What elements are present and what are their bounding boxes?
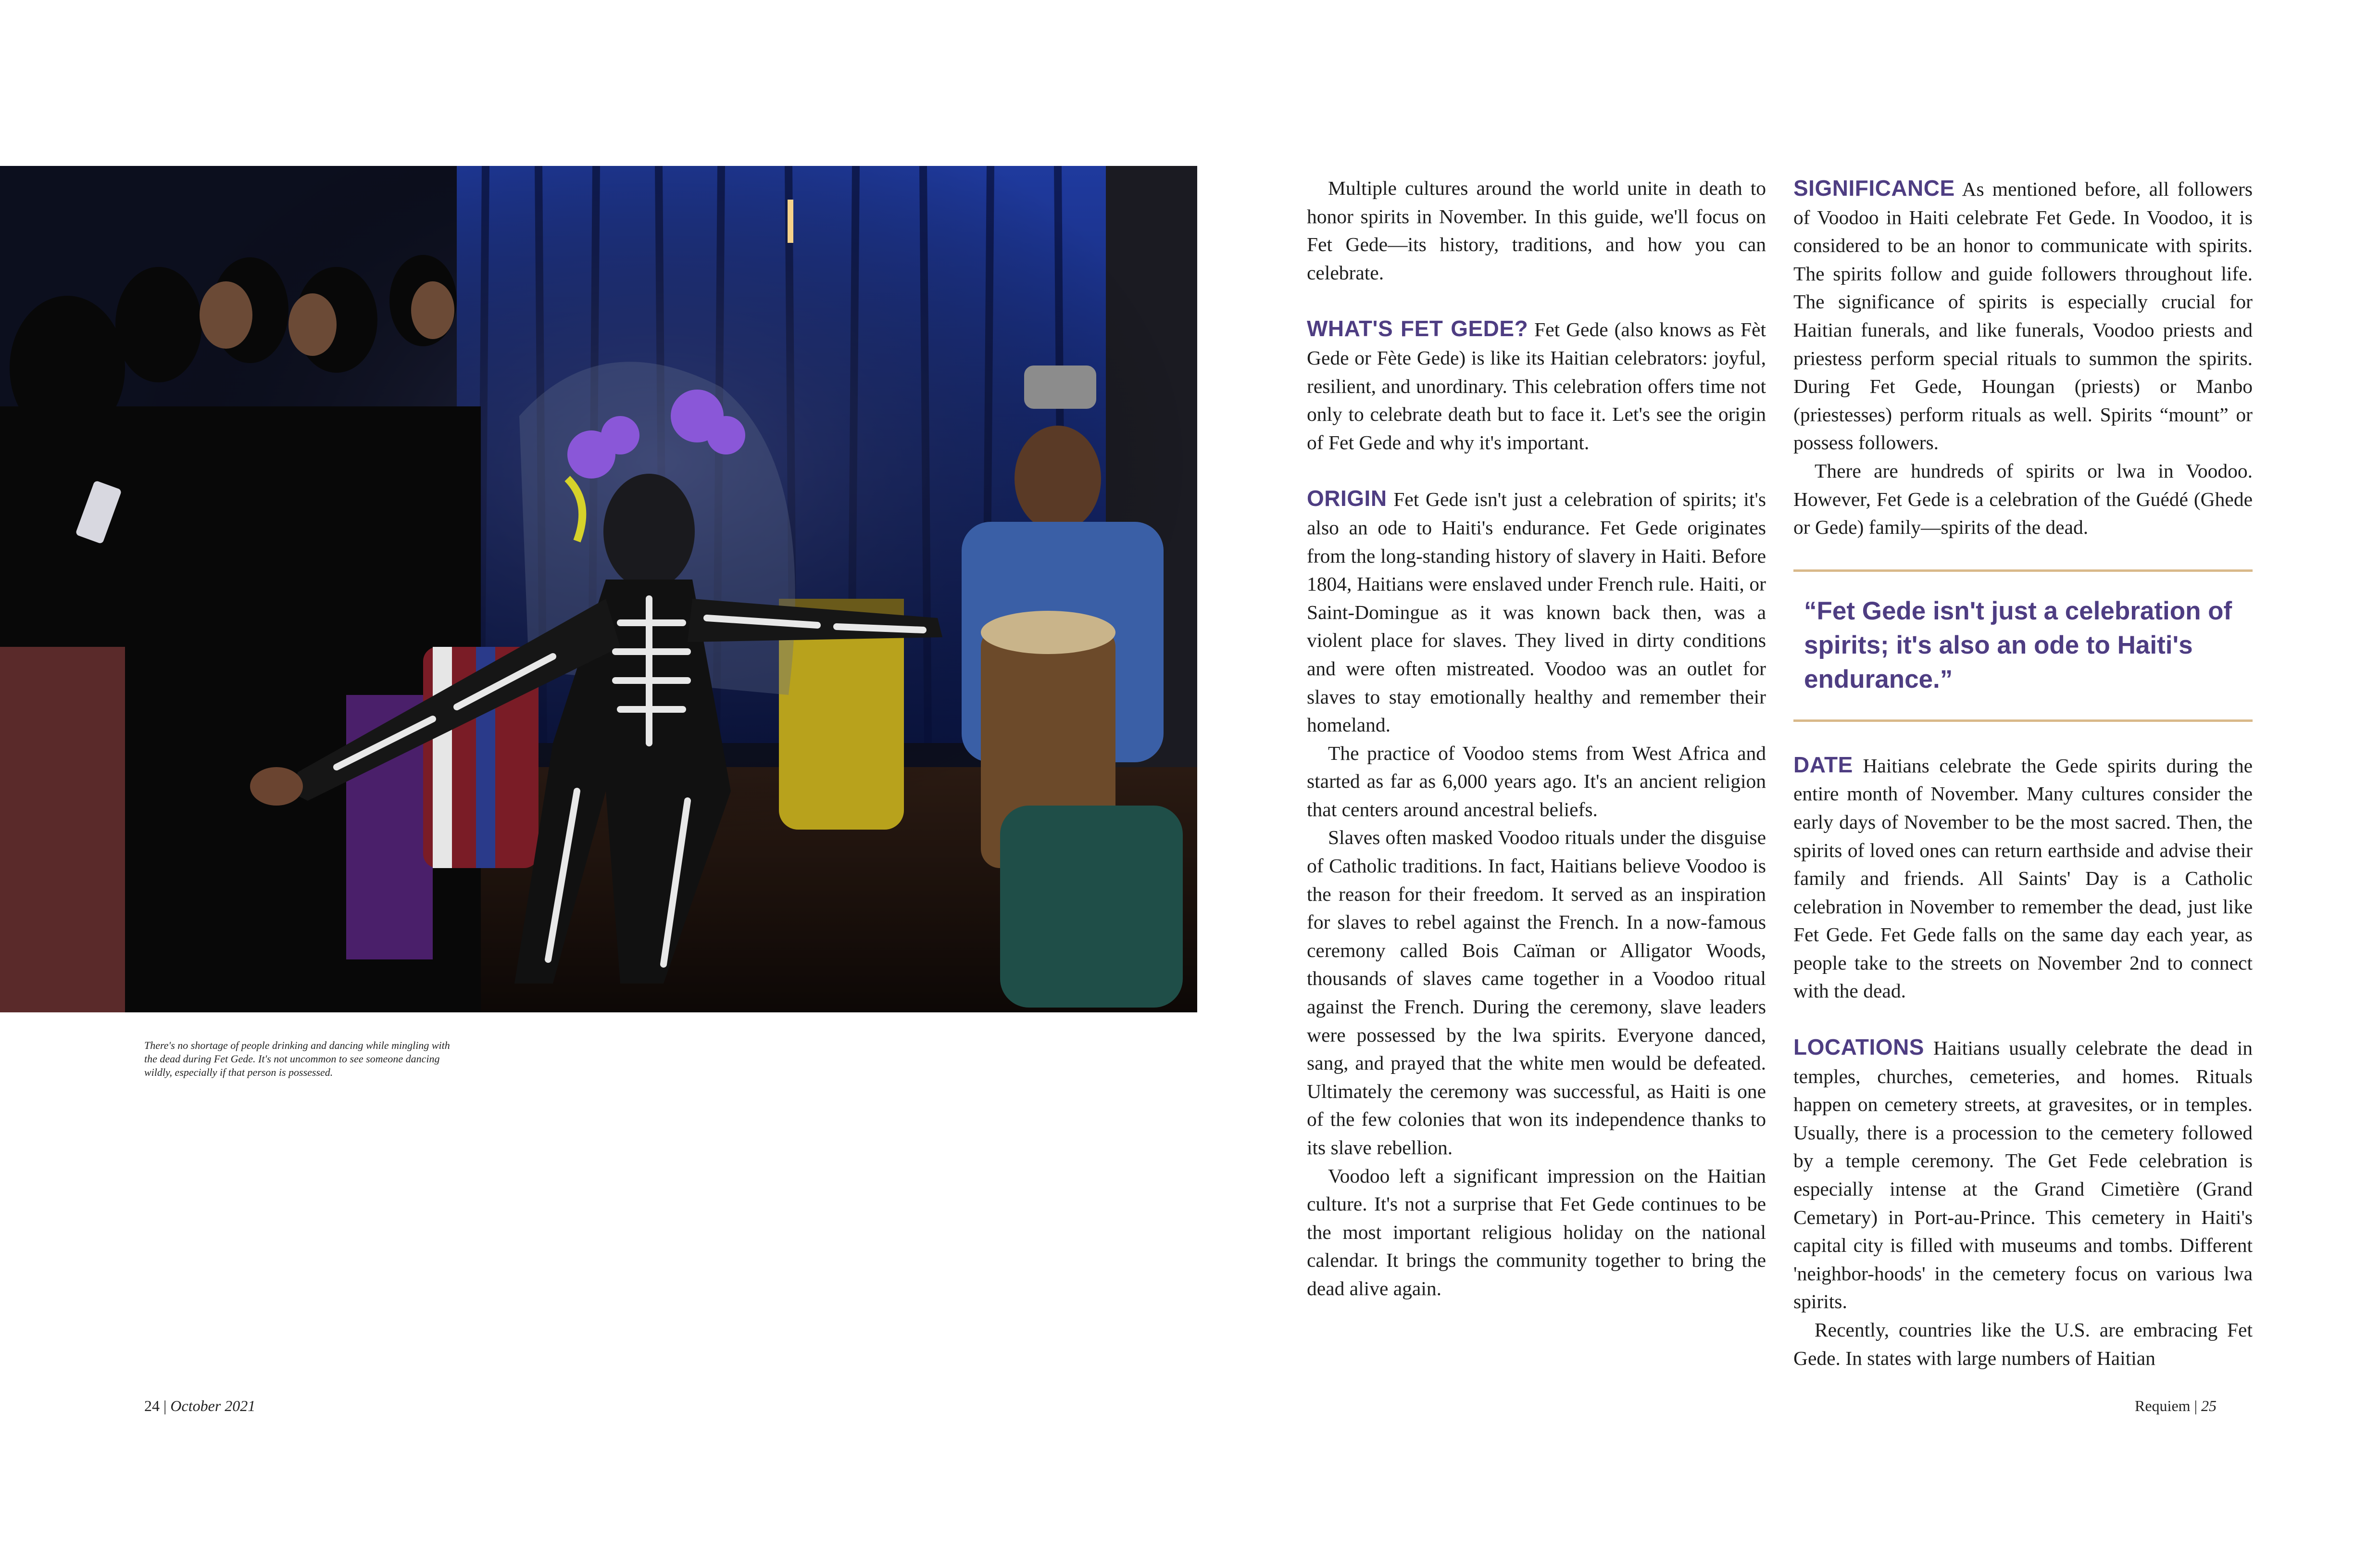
- pull-quote: “Fet Gede isn't just a celebration of spirits; it's also an ode to Haiti's endurance.”: [1793, 569, 2253, 722]
- section-heading: DATE: [1793, 752, 1853, 777]
- section-body: Fet Gede (also knows as Fèt Gede or Fète Gede) is like its Haitian celebrators: joyful, resilient, and unordinary. This celebration offers time not only to celebrate death but to face it. Let's see the origin of Fet Gede and why it's important.: [1307, 318, 1766, 454]
- body-paragraph: There are hundreds of spirits or lwa in Voodoo. However, Fet Gede is a celebration of the Guédé (Ghede or Gede) family—spirits of the dead.: [1793, 459, 2253, 539]
- section-significance: [1793, 174, 2253, 457]
- section-body: As mentioned before, all followers of Voodoo in Haiti celebrate Fet Gede. In Voodoo, it is considered to be an honor to communicate with spirits. The spirits follow and guide followers throughout life. The significance of spirits is especially crucial for Haitian funerals, and like funerals, Voodoo priests and priestess perform special rituals to summon the spirits. During Fet Gede, Houngan (priests) or Manbo (priestesses) perform rituals as well. Spirits “mount” or possess followers.: [1793, 178, 2253, 454]
- body-paragraph: The practice of Voodoo stems from West Africa and started as far as 6,000 years ago. It's an ancient religion that centers around ancestral beliefs.: [1307, 742, 1766, 820]
- page-number: 24 |: [144, 1397, 171, 1414]
- photo-caption: There's no shortage of people drinking and dancing while mingling with the dead during Fet Gede. It's not uncommon to see someone dancing wildly, especially if that person is possessed.: [144, 1039, 450, 1078]
- section-origin: [1307, 484, 1766, 739]
- body-paragraph: Recently, countries like the U.S. are embracing Fet Gede. In states with large numbers of Haitian: [1793, 1319, 2253, 1369]
- section-whats-fet-gede: [1307, 315, 1766, 456]
- section-heading: WHAT'S FET GEDE?: [1307, 316, 1528, 341]
- body-paragraph: Slaves often masked Voodoo rituals under the disguise of Catholic traditions. In fact, Haitians believe Voodoo is the reason for their freedom. It served as an inspiration for slaves to rebel against the French. In a now-famous ceremony called Bois Caïman or Alligator Woods, thousands of slaves came together in a Voodoo ritual against the French. During the ceremony, slave leaders were possessed by the lwa spirits. Everyone danced, sang, and prayed that the white men would be defeated. Ultimately the ceremony was successful, as Haiti is one of the few colonies that won its independence thanks to its slave rebellion.: [1307, 826, 1766, 1159]
- magazine-name: Requiem |: [2135, 1397, 2201, 1414]
- section-body: Fet Gede isn't just a celebration of spirits; it's also an ode to Haiti's endurance. Fet Gede originates from the long-standing history of slavery in Haiti. Before 1804, Haitians were enslaved under French rule. Haiti, or Saint-Domingue as it was known back then, was a violent place for slaves. They lived in dirty conditions and were often mistreated. Voodoo was an outlet for slaves to stay emotionally healthy and remember their homeland.: [1307, 488, 1766, 736]
- article-column-1: [1307, 174, 1766, 1303]
- feature-photo: [0, 166, 1197, 1012]
- section-locations: [1793, 1033, 2253, 1316]
- section-heading: LOCATIONS: [1793, 1034, 1924, 1060]
- section-body: Haitians celebrate the Gede spirits during the entire month of November. Many cultures consider the early days of November to be the most sacred. Then, the spirits of loved ones can return earthside and advise their family and friends. All Saints' Day is a Catholic celebration in November to remember the dead, just like Fet Gede. Fet Gede falls on the same day each year, as people take to the streets on November 2nd to connect with the dead.: [1793, 754, 2253, 1002]
- section-heading: SIGNIFICANCE: [1793, 176, 1955, 201]
- intro-paragraph: Multiple cultures around the world unite in death to honor spirits in November. In this guide, we'll focus on Fet Gede—its history, traditions, and how you can celebrate.: [1307, 177, 1766, 284]
- page-number: 25: [2201, 1397, 2217, 1414]
- dancer-photo-illustration: [0, 166, 1197, 1012]
- article-column-2: [1793, 174, 2253, 1372]
- section-body: Haitians usually celebrate the dead in temples, churches, cemeteries, and homes. Rituals happen on cemetery streets, at gravesites, or in temples. Usually, there is a procession to the cemetery followed by a temple ceremony. The Get Fede celebration is especially intense at the Grand Cimetière (Grand Cemetary) in Port-au-Prince. This cemetery in Haiti's capital city is filled with museums and tombs. Different 'neighbor-hoods' in the cemetery focus on various lwa spirits.: [1793, 1037, 2253, 1313]
- section-date: [1793, 751, 2253, 1005]
- section-heading: ORIGIN: [1307, 486, 1387, 511]
- body-paragraph: Voodoo left a significant impression on the Haitian culture. It's not a surprise that Fet Gede continues to be the most important religious holiday on the national calendar. It brings the community together to bring the dead alive again.: [1307, 1164, 1766, 1299]
- folio-left: [144, 1397, 255, 1415]
- issue-date: October 2021: [170, 1397, 256, 1414]
- folio-right: [2135, 1397, 2217, 1415]
